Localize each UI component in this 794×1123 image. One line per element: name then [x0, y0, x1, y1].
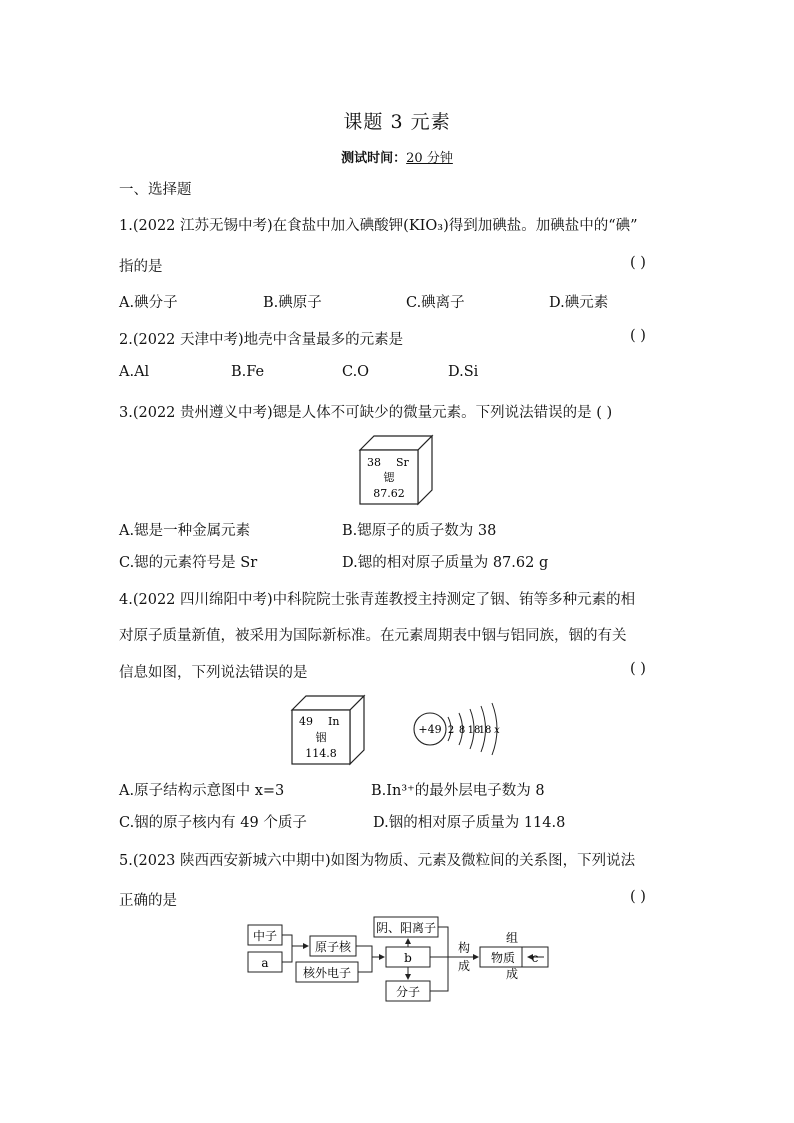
q4-answer-blank[interactable]: ( ) — [630, 661, 646, 677]
molecule-label: 分子 — [395, 985, 421, 999]
q5-line2: 正确的是 — [119, 893, 177, 909]
q3-option-b[interactable]: B.锶原子的质子数为 38 — [342, 523, 497, 539]
c-label: c — [531, 951, 539, 965]
q4-option-d[interactable]: D.铟的相对原子质量为 114.8 — [373, 815, 566, 831]
q2-option-b[interactable]: B.Fe — [231, 364, 265, 380]
ion-label: 阴、阳离子 — [375, 921, 437, 935]
compose-label-1: 组 — [505, 931, 519, 945]
in-mass: 114.8 — [305, 747, 337, 760]
q1-answer-blank[interactable]: ( ) — [630, 255, 646, 271]
in-symbol: In — [328, 715, 340, 728]
q2-option-d[interactable]: D.Si — [448, 364, 479, 380]
in-atomic-number: 49 — [299, 715, 313, 728]
q1-option-b[interactable]: B.碘原子 — [263, 295, 322, 311]
q3-text: 3.(2022 贵州遵义中考)锶是人体不可缺少的微量元素。下列说法错误的是 ( ) — [119, 405, 613, 421]
form-label-1: 构 — [457, 941, 471, 955]
a-label: a — [261, 956, 269, 970]
page-title: 课题 3 元素 — [343, 111, 451, 133]
q4-line2: 对原子质量新值，被采用为国际新标准。在元素周期表中铟与铝同族，铟的有关 — [119, 628, 627, 644]
q5-line1: 5.(2023 陕西西安新城六中期中)如图为物质、元素及微粒间的关系图，下列说法 — [119, 853, 636, 869]
shell-electrons: 2 — [447, 725, 455, 736]
q4-line1: 4.(2022 四川绵阳中考)中科院院士张青莲教授主持测定了铟、铕等多种元素的相 — [119, 592, 636, 608]
nucleus-label: 原子核 — [314, 940, 352, 954]
test-time-label: 测试时间： — [341, 151, 407, 166]
indium-element-tile — [290, 694, 368, 766]
test-time-value: 20 分钟 — [406, 151, 453, 166]
sr-atomic-number: 38 — [367, 456, 381, 469]
shell-electrons: 8 — [458, 725, 466, 736]
q3-option-c[interactable]: C.锶的元素符号是 Sr — [119, 555, 258, 571]
q1-option-d[interactable]: D.碘元素 — [549, 295, 609, 311]
matter-element-particle-diagram — [244, 912, 552, 1004]
sr-name: 锶 — [383, 471, 395, 484]
b-label: b — [404, 951, 412, 965]
q4-option-c[interactable]: C.铟的原子核内有 49 个质子 — [119, 815, 307, 831]
q3-option-d[interactable]: D.锶的相对原子质量为 87.62 g — [342, 555, 549, 571]
q4-line3: 信息如图，下列说法错误的是 — [119, 665, 308, 681]
q1-line1: 1.(2022 江苏无锡中考)在食盐中加入碘酸钾(KIO₃)得到加碘盐。加碘盐中的“碘” — [119, 218, 638, 234]
q1-line2: 指的是 — [119, 259, 163, 275]
q4-option-a[interactable]: A.原子结构示意图中 x=3 — [119, 783, 285, 799]
q3-option-a[interactable]: A.锶是一种金属元素 — [119, 523, 251, 539]
indium-atom-structure-diagram — [410, 696, 510, 762]
sr-symbol: Sr — [396, 456, 409, 469]
electron-label: 核外电子 — [302, 966, 352, 980]
matter-label: 物质 — [490, 951, 516, 965]
q5-answer-blank[interactable]: ( ) — [630, 889, 646, 905]
q2-text: 2.(2022 天津中考)地壳中含量最多的元素是 — [119, 332, 404, 348]
neutron-label: 中子 — [252, 929, 278, 943]
nucleus-charge: +49 — [418, 723, 442, 736]
shell-electrons: 18 — [467, 725, 481, 736]
test-time — [0, 147, 794, 166]
compose-label-2: 成 — [505, 967, 519, 981]
strontium-element-tile — [358, 434, 436, 506]
q1-option-a[interactable]: A.碘分子 — [119, 295, 178, 311]
shell-electrons: 18 — [478, 725, 492, 736]
q4-option-b[interactable]: B.In³⁺的最外层电子数为 8 — [371, 783, 545, 799]
q2-option-c[interactable]: C.O — [342, 364, 370, 380]
form-label-2: 成 — [457, 959, 471, 973]
in-name: 铟 — [315, 731, 327, 744]
shell-electrons: x — [494, 725, 500, 736]
q2-answer-blank[interactable]: ( ) — [630, 328, 646, 344]
sr-mass: 87.62 — [373, 487, 405, 500]
q1-option-c[interactable]: C.碘离子 — [406, 295, 465, 311]
section-heading: 一、选择题 — [119, 182, 192, 198]
q2-option-a[interactable]: A.Al — [119, 364, 150, 380]
